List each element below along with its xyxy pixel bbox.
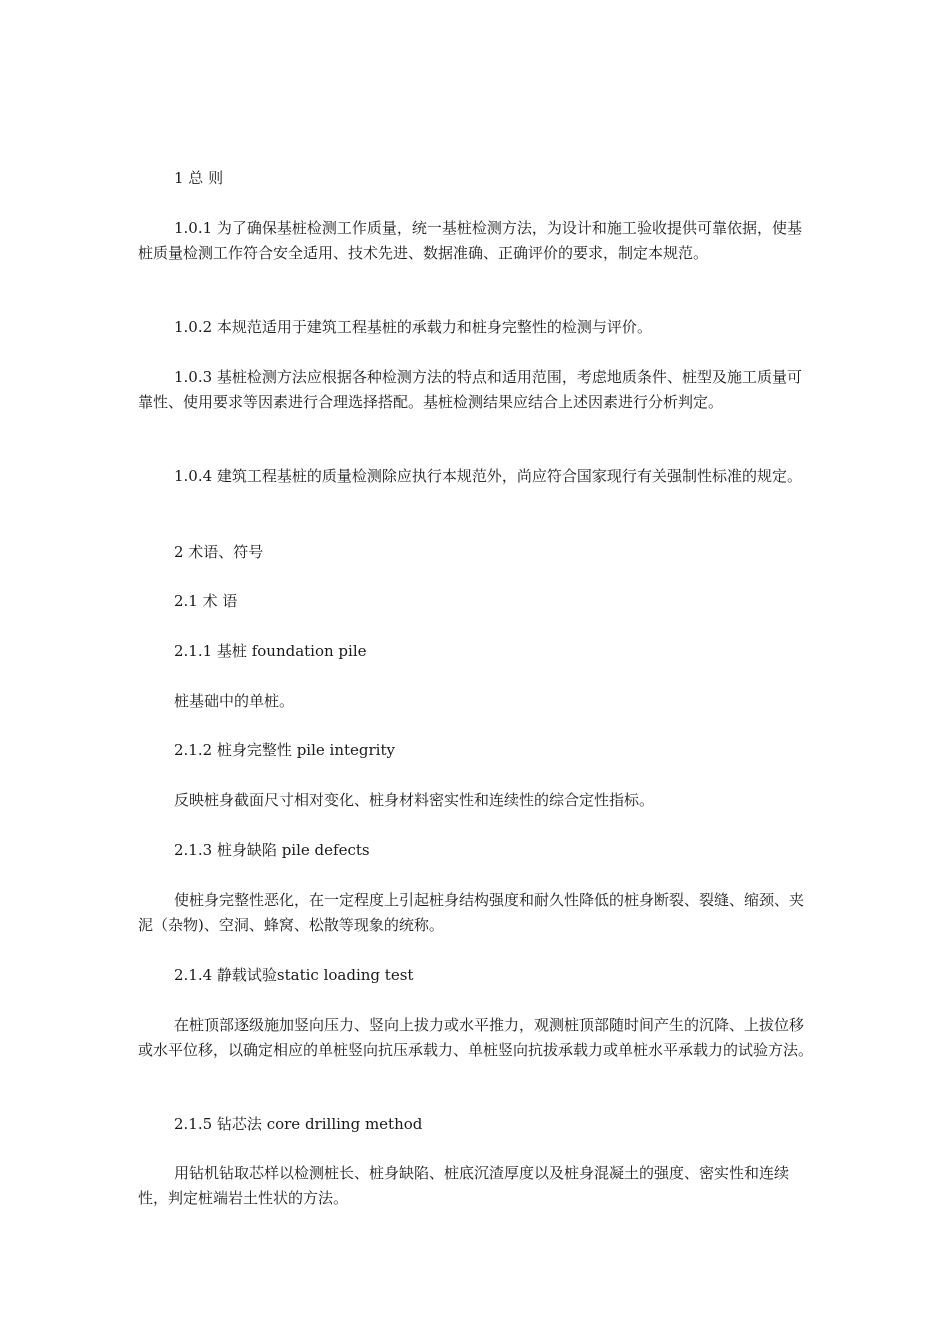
- term-2-1-3-definition: 使桩身完整性恶化，在一定程度上引起桩身结构强度和耐久性降低的桩身断裂、裂缝、缩颈、夹泥（杂物)、空洞、蜂窝、松散等现象的统称。: [138, 891, 805, 934]
- term-2-1-2-definition: 反映桩身截面尺寸相对变化、桩身材料密实性和连续性的综合定性指标。: [174, 791, 655, 809]
- clause-1-0-1: 1.0.1 为了确保基桩检测工作质量，统一基桩检测方法，为设计和施工验收提供可靠依据，使基桩质量检测工作符合安全适用、技术先进、数据准确、正确评价的要求，制定本规范。: [138, 219, 802, 262]
- section-2-1-heading: 2.1 术 语: [174, 592, 238, 610]
- chapter-2-heading: 2 术语、符号: [174, 543, 264, 561]
- term-2-1-5-heading: 2.1.5 钻芯法 core drilling method: [174, 1115, 423, 1133]
- chapter-1-heading: 1 总 则: [174, 169, 224, 187]
- term-2-1-1-heading: 2.1.1 基桩 foundation pile: [174, 642, 367, 660]
- term-2-1-4-heading: 2.1.4 静载试验static loading test: [174, 966, 414, 984]
- term-2-1-2-heading: 2.1.2 桩身完整性 pile integrity: [174, 741, 395, 759]
- term-2-1-4-definition: 在桩顶部逐级施加竖向压力、竖向上拔力或水平推力，观测桩顶部随时间产生的沉降、上拔位移或水平位移，以确定相应的单桩竖向抗压承载力、单桩竖向抗拔承载力或单桩水平承载力的试验方法。: [138, 1016, 814, 1059]
- term-2-1-5-definition: 用钻机钻取芯样以检测桩长、桩身缺陷、桩底沉渣厚度以及桩身混凝土的强度、密实性和连续性，判定桩端岩土性状的方法。: [138, 1164, 790, 1207]
- clause-1-0-2: 1.0.2 本规范适用于建筑工程基桩的承载力和桩身完整性的检测与评价。: [174, 318, 652, 336]
- clause-1-0-3: 1.0.3 基桩检测方法应根据各种检测方法的特点和适用范围，考虑地质条件、桩型及施工质量可靠性、使用要求等因素进行合理选择搭配。基桩检测结果应结合上述因素进行分析判定。: [138, 368, 802, 411]
- term-2-1-3-heading: 2.1.3 桩身缺陷 pile defects: [174, 841, 370, 859]
- term-2-1-1-definition: 桩基础中的单桩。: [174, 692, 295, 710]
- clause-1-0-4: 1.0.4 建筑工程基桩的质量检测除应执行本规范外，尚应符合国家现行有关强制性标准的规定。: [174, 467, 802, 485]
